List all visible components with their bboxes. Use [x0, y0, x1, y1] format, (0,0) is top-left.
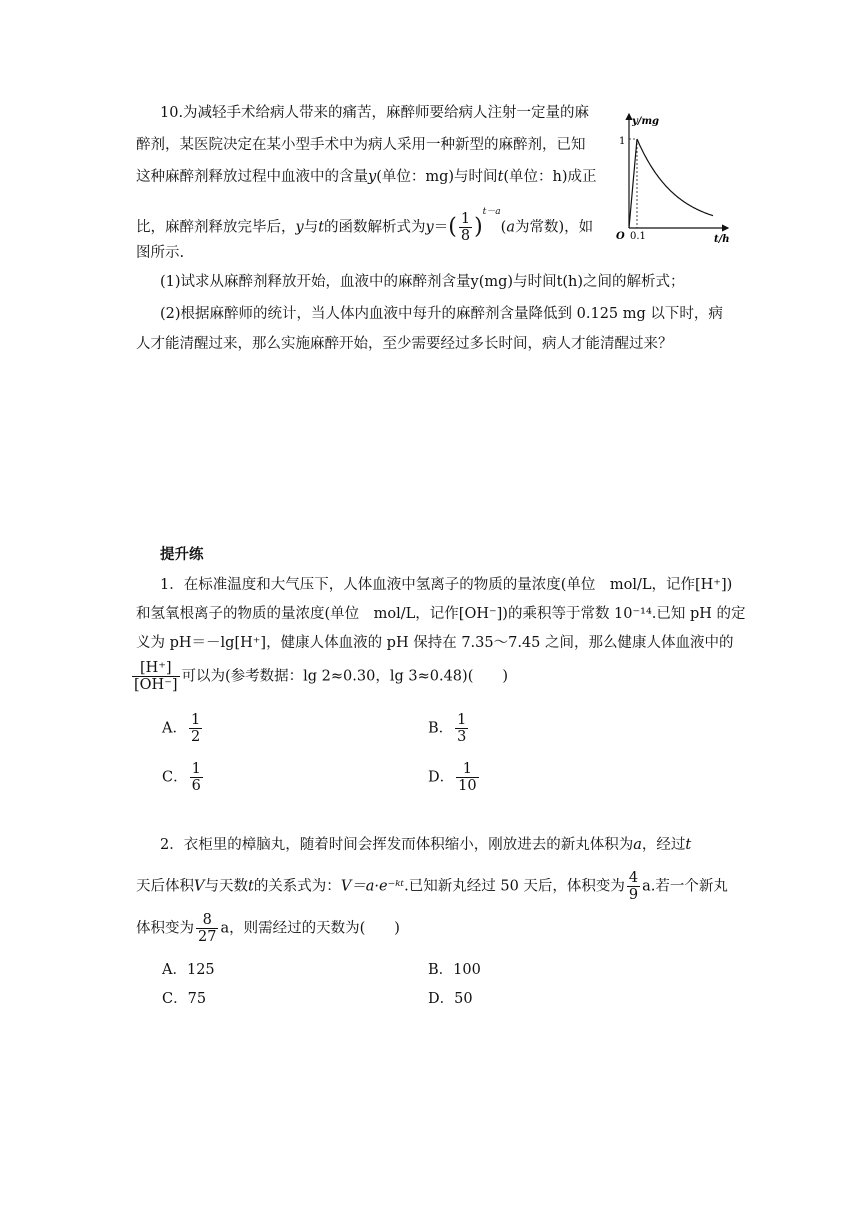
p2-line-1: 2．衣柜里的樟脑丸，随着时间会挥发而体积缩小，刚放进去的新丸体积为a，经过t [160, 837, 692, 853]
q10-line-2: 醉剂，某医院决定在某小型手术中为病人采用一种新型的麻醉剂，已知 [136, 137, 586, 153]
p1-option-a[interactable]: A． $\frac{1}{2}$ [162, 712, 201, 745]
q10-line-4: 比，麻醉剂释放完毕后，y与t的函数解析式为y＝( $\frac{1}{8}$ )$^{t-a}$(a为常数)，如 [136, 206, 594, 244]
y-axis-label: y/mg [632, 116, 660, 127]
p2-line-2: 天后体积V与天数t的关系式为：V＝a·e⁻ᵏᵗ.已知新丸经过 50 天后，体积变为 $\frac{4}{9}$ a.若一个新丸 [136, 870, 728, 903]
rise-segment [629, 139, 637, 228]
q10-subquestion-1: (1)试求从麻醉剂释放开始，血液中的麻醉剂含量y(mg)与时间t(h)之间的解析式； [160, 274, 685, 290]
p1-line-1: 1．在标准温度和大气压下，人体血液中氢离子的物质的量浓度(单位 mol/L，记作[H⁺]) [160, 577, 733, 593]
q10-subquestion-2a: (2)根据麻醉师的统计，当人体内血液中每升的麻醉剂含量降低到 0.125 mg 以下时，病 [160, 306, 723, 322]
p1-fraction: $\frac{[H^+]}{[OH^-]}$ [134, 660, 178, 693]
origin-label: O [616, 231, 625, 242]
p2-option-a[interactable]: A．125 [162, 962, 215, 978]
q10-line-5: 图所示. [136, 245, 185, 261]
q10-fraction: $\frac{1}{8}$ [460, 211, 471, 244]
q10-line-3: 这种麻醉剂释放过程中血液中的含量y(单位：mg)与时间t(单位：h)成正 [136, 169, 597, 185]
p1-line-4: $\frac{[H^+]}{[OH^-]}$ 可以为(参考数据：lg 2≈0.30，lg 3≈0.48)( ) [134, 660, 509, 693]
p2-option-d[interactable]: D．50 [428, 991, 473, 1007]
p1-option-b[interactable]: B． $\frac{1}{3}$ [428, 712, 467, 745]
p1-option-d[interactable]: D． $\frac{1}{10}$ [428, 761, 477, 794]
p2-option-b[interactable]: B．100 [428, 962, 481, 978]
drug-concentration-chart [608, 108, 740, 248]
x-axis-label: t/h [714, 234, 730, 245]
x-tick-label: 0.1 [630, 231, 646, 242]
y-tick-label: 1 [619, 136, 626, 147]
p2-line-3: 体积变为 $\frac{8}{27}$ a，则需经过的天数为( ) [136, 912, 400, 945]
p1-line-2: 和氢氧根离子的物质的量浓度(单位 mol/L，记作[OH⁻])的乘积等于常数 10⁻¹⁴.已知 pH 的定 [136, 606, 746, 622]
p2-option-c[interactable]: C．75 [162, 991, 207, 1007]
p1-option-c[interactable]: C． $\frac{1}{6}$ [162, 761, 201, 794]
q10-line-1: 10.为减轻手术给病人带来的痛苦，麻醉师要给病人注射一定量的麻 [160, 105, 590, 121]
decay-curve [637, 139, 713, 216]
q10-subquestion-2b: 人才能清醒过来，那么实施麻醉开始，至少需要经过多长时间，病人才能清醒过来？ [136, 336, 673, 352]
p1-line-3: 义为 pH＝－lg[H⁺]，健康人体血液的 pH 保持在 7.35～7.45 之间，那么健康人体血液中的 [136, 635, 734, 651]
section-title: 提升练 [160, 546, 204, 563]
